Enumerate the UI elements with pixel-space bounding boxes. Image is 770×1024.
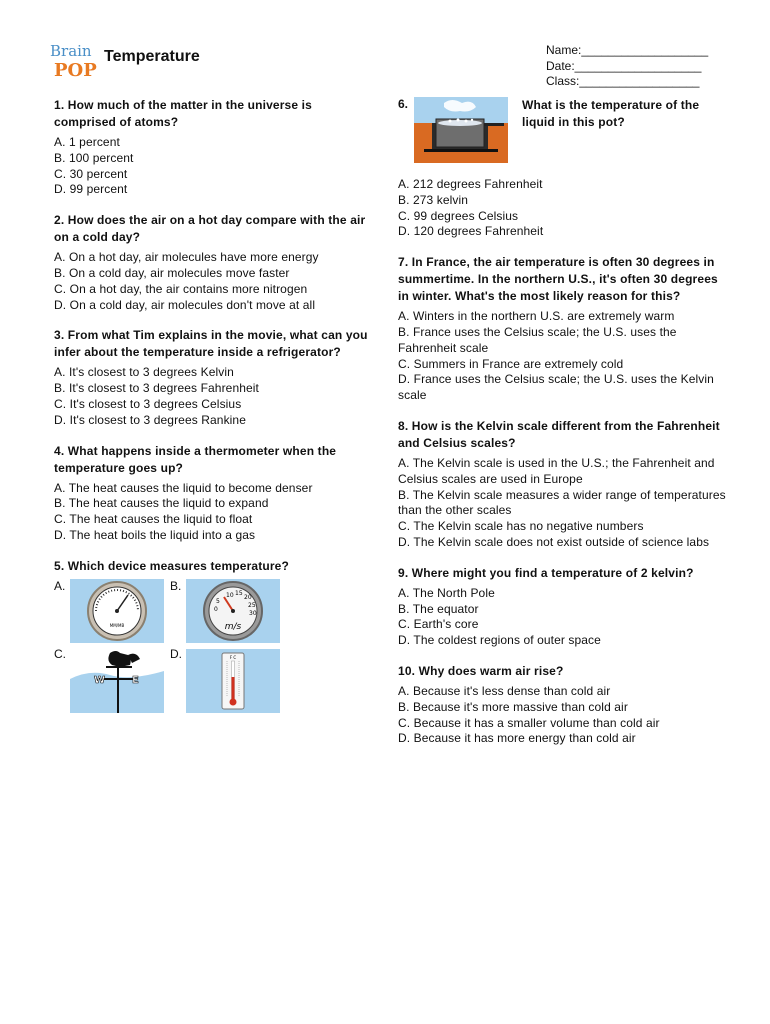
answer-option: D. The Kelvin scale does not exist outside of science labs (398, 534, 710, 549)
question-title: 8. How is the Kelvin scale different from the Fahrenheit and Celsius scales? (398, 418, 720, 450)
question-5 (54, 558, 376, 729)
gauge-tick: 10 (226, 591, 234, 599)
question-title: What is the temperature of the liquid in this pot? (522, 98, 700, 129)
answer-option: C. The heat causes the liquid to float (54, 512, 253, 527)
question-10 (398, 663, 728, 747)
gauge-tick: 30 (249, 609, 257, 617)
logo-line2: POP (54, 60, 97, 81)
thermometer-image (186, 649, 280, 713)
gauge-tick: 5 (216, 597, 220, 605)
vane-west: W (94, 674, 106, 686)
answer-option: B. It's closest to 3 degrees Fahrenheit (54, 381, 259, 396)
question-2 (54, 212, 376, 313)
question-1 (54, 97, 376, 198)
answer-option: B. The Kelvin scale measures a wider range of temperatures than the other scales (398, 487, 726, 518)
answer-option: D. France uses the Celsius scale; the U.S. uses the Kelvin scale (398, 372, 714, 403)
answer-option: A. Winters in the northern U.S. are extremely warm (398, 309, 675, 324)
answer-option: D. It's closest to 3 degrees Rankine (54, 412, 246, 427)
question-title: 2. How does the air on a hot day compare with the air on a cold day? (54, 213, 366, 245)
gauge-tick: 25 (248, 601, 256, 609)
question-9 (398, 565, 728, 649)
answer-option: A. The Kelvin scale is used in the U.S.; the Fahrenheit and Celsius scales are used in Europe (398, 455, 715, 486)
boiling-pot-image (414, 97, 508, 163)
question-6 (398, 97, 728, 240)
wind-gauge-image (186, 579, 280, 643)
answer-option: B. The equator (398, 601, 479, 616)
answer-option: B. The heat causes the liquid to expand (54, 496, 269, 511)
question-7 (398, 254, 728, 404)
question-title: 9. Where might you find a temperature of 2 kelvin? (398, 565, 694, 580)
option-letter: B. (170, 578, 182, 593)
answer-option: C. 99 degrees Celsius (398, 208, 519, 223)
option-letter: C. (54, 646, 66, 661)
option-letter: D. (170, 646, 182, 661)
question-title: 3. From what Tim explains in the movie, what can you infer about the temperature inside a refrigerator? (54, 328, 368, 360)
answer-option: D. The heat boils the liquid into a gas (54, 527, 256, 542)
question-number: 6. (398, 97, 409, 111)
answer-option: D. 99 percent (54, 182, 128, 197)
question-title: 4. What happens inside a thermometer when the temperature goes up? (54, 443, 337, 475)
answer-option: C. It's closest to 3 degrees Celsius (54, 396, 242, 411)
brainpop-logo (48, 40, 98, 84)
name-field[interactable]: Name:___________________ (546, 43, 709, 57)
answer-option: B. 273 kelvin (398, 192, 469, 207)
answer-option: C. The Kelvin scale has no negative numbers (398, 519, 644, 534)
device-image-grid (54, 579, 376, 729)
barometer-label: MM/MB (109, 622, 125, 628)
thermo-scale: F C (229, 654, 237, 660)
barometer-image (70, 579, 164, 643)
right-column (398, 97, 728, 761)
answer-option: B. 100 percent (54, 150, 134, 165)
question-4 (54, 443, 376, 544)
gauge-tick: 20 (244, 593, 252, 601)
vane-east: E (132, 674, 139, 686)
left-column (54, 97, 376, 743)
answer-option: A. It's closest to 3 degrees Kelvin (54, 365, 234, 380)
answer-option: A. 1 percent (54, 135, 120, 149)
answer-option: A. 212 degrees Fahrenheit (398, 177, 543, 191)
class-field[interactable]: Class:__________________ (546, 74, 700, 88)
gauge-tick: 15 (235, 589, 243, 597)
answer-option: C. On a hot day, the air contains more nitrogen (54, 281, 308, 296)
answer-option: A. On a hot day, air molecules have more energy (54, 250, 319, 265)
answer-option: C. Earth's core (398, 617, 479, 632)
weather-vane-image (70, 649, 164, 713)
date-field[interactable]: Date:___________________ (546, 58, 702, 73)
answer-option: C. Because it has a smaller volume than cold air (398, 715, 660, 730)
answer-option: B. Because it's more massive than cold air (398, 699, 628, 714)
question-title: 7. In France, the air temperature is often 30 degrees in summertime. In the northern U.S., it's often 30 degrees in winter. What's the most likely reason for this? (398, 255, 718, 304)
answer-option: A. The North Pole (398, 585, 495, 600)
answer-option: B. France uses the Celsius scale; the U.S. uses the Fahrenheit scale (398, 324, 677, 355)
answer-option: D. 120 degrees Fahrenheit (398, 224, 544, 239)
answer-option: A. The heat causes the liquid to become denser (54, 480, 313, 495)
question-8 (398, 418, 728, 551)
answer-option: C. Summers in France are extremely cold (398, 356, 624, 371)
question-title: 10. Why does warm air rise? (398, 663, 564, 678)
worksheet-title: Temperature (104, 48, 200, 65)
question-3 (54, 327, 376, 428)
answer-option: D. Because it has more energy than cold air (398, 731, 636, 746)
answer-option: B. On a cold day, air molecules move faster (54, 265, 290, 280)
option-letter: A. (54, 578, 66, 593)
answer-option: D. On a cold day, air molecules don't move at all (54, 297, 316, 312)
gauge-unit: m/s (224, 621, 242, 632)
logo-line1: Brain (50, 42, 92, 60)
question-title: 1. How much of the matter in the universe is comprised of atoms? (54, 98, 312, 129)
gauge-tick: 0 (214, 605, 218, 613)
answer-option: C. 30 percent (54, 166, 128, 181)
student-info (546, 43, 708, 90)
answer-option: A. Because it's less dense than cold air (398, 683, 611, 698)
answer-option: D. The coldest regions of outer space (398, 633, 601, 648)
question-title: 5. Which device measures temperature? (54, 558, 289, 573)
